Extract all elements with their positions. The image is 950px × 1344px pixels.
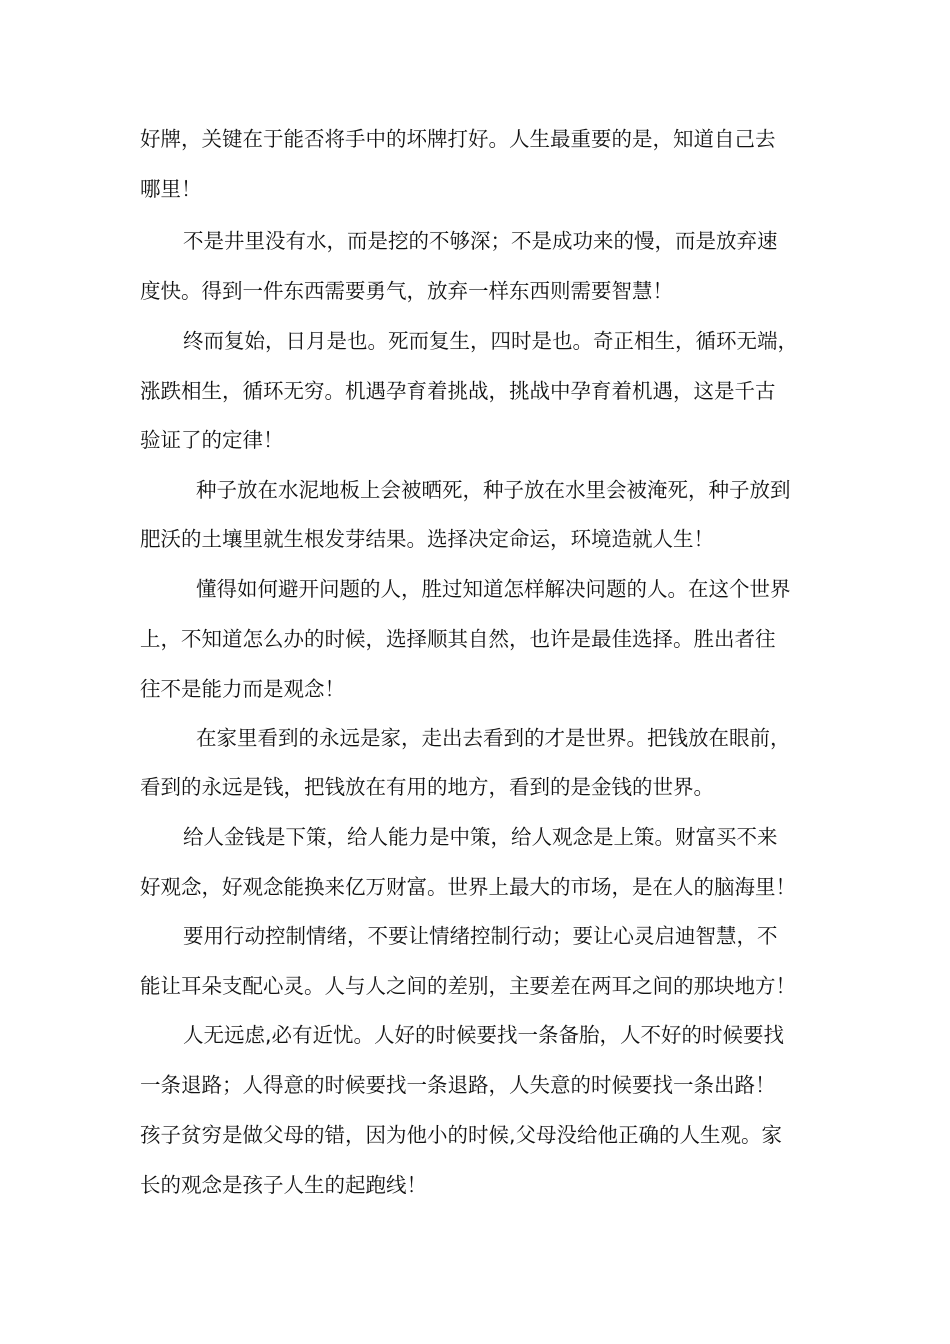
text-line: 孩子贫穷是做父母的错，因为他小的时候,父母没给他正确的人生观。家 [140,1123,783,1147]
text-line: 度快。得到一件东西需要勇气，放弃一样东西则需要智慧！ [140,279,673,303]
text-line: 看到的永远是钱，把钱放在有用的地方，看到的是金钱的世界。 [140,775,714,799]
text-line: 好牌，关键在于能否将手中的坏牌打好。人生最重要的是，知道自己去 [140,127,776,151]
text-line: 人无远虑,必有近忧。人好的时候要找一条备胎，人不好的时候要找 [183,1023,785,1047]
text-line: 不是井里没有水，而是挖的不够深；不是成功来的慢，而是放弃速 [183,229,778,253]
text-line: 要用行动控制情绪，不要让情绪控制行动；要让心灵启迪智慧，不 [183,924,778,948]
text-line: 种子放在水泥地板上会被晒死，种子放在水里会被淹死，种子放到 [196,478,791,502]
text-line: 能让耳朵支配心灵。人与人之间的差别，主要差在两耳之间的那块地方！ [140,974,796,998]
text-line: 终而复始，日月是也。死而复生，四时是也。奇正相生，循环无端， [183,329,798,353]
text-line: 涨跌相生，循环无穷。机遇孕育着挑战，挑战中孕育着机遇，这是千古 [140,379,776,403]
text-line: 验证了的定律！ [140,428,284,452]
text-line: 在家里看到的永远是家，走出去看到的才是世界。把钱放在眼前， [196,726,791,750]
text-line: 往不是能力而是观念！ [140,677,345,701]
text-line: 长的观念是孩子人生的起跑线！ [140,1173,427,1197]
text-line: 一条退路；人得意的时候要找一条退路，人失意的时候要找一条出路！ [140,1073,776,1097]
text-line: 给人金钱是下策，给人能力是中策，给人观念是上策。财富买不来 [183,825,778,849]
text-line: 懂得如何避开问题的人，胜过知道怎样解决问题的人。在这个世界 [196,577,791,601]
text-line: 好观念，好观念能换来亿万财富。世界上最大的市场，是在人的脑海里！ [140,875,796,899]
text-line: 上，不知道怎么办的时候，选择顺其自然，也许是最佳选择。胜出者往 [140,627,776,651]
text-line: 肥沃的土壤里就生根发芽结果。选择决定命运，环境造就人生！ [140,527,714,551]
text-line: 哪里！ [140,177,202,201]
